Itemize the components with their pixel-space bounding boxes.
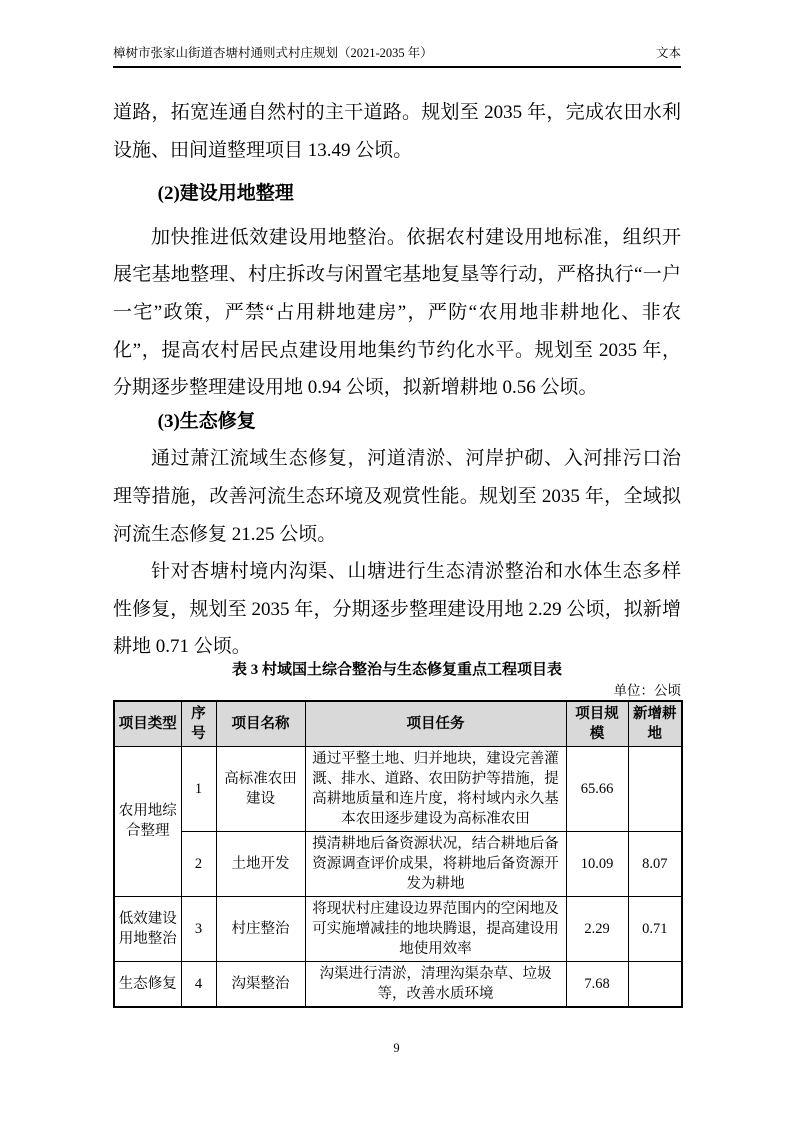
table-row xyxy=(114,831,682,896)
cell-category-ecological: 生态修复 xyxy=(114,961,181,1007)
section-heading-ecological-restoration: (3)生态修复 xyxy=(157,410,256,432)
col-header-name: 项目名称 xyxy=(216,701,305,747)
body-paragraph-ditch-restoration: 针对杏塘村境内沟渠、山塘进行生态清淤整治和水体生态多样性修复，规划至 2035 年，分期逐步整理建设用地 2.29 公顷，拟新增耕地 0.71 公顷。 xyxy=(113,561,681,658)
cell-project-task: 将现状村庄建设边界范围内的空闲地及可实施增减挂的地块腾退，提高建设用地使用效率 xyxy=(305,896,566,961)
running-head xyxy=(113,44,681,68)
cell-project-name: 村庄整治 xyxy=(216,896,305,961)
cell-new-farmland xyxy=(628,746,682,831)
cell-new-farmland xyxy=(628,961,682,1007)
cell-project-name: 高标准农田建设 xyxy=(216,746,305,831)
cell-project-name: 土地开发 xyxy=(216,831,305,896)
table-unit-note: 单位：公顷 xyxy=(613,682,681,698)
cell-project-scale: 7.68 xyxy=(566,961,628,1007)
page-number: 9 xyxy=(393,1041,400,1055)
cell-project-scale: 2.29 xyxy=(566,896,628,961)
cell-category-agricultural: 农用地综合整理 xyxy=(114,746,181,896)
section-heading-construction-land: (2)建设用地整理 xyxy=(157,183,294,205)
cell-project-scale: 65.66 xyxy=(566,746,628,831)
col-header-task: 项目任务 xyxy=(305,701,566,747)
table-row xyxy=(114,746,682,831)
cell-project-task: 摸清耕地后备资源状况，结合耕地后备资源调查评价成果，将耕地后备资源开发为耕地 xyxy=(305,831,566,896)
body-paragraph-intro: 道路，拓宽连通自然村的主干道路。规划至 2035 年，完成农田水利设施、田间道整理项目 13.49 公顷。 xyxy=(113,102,681,161)
running-head-title: 樟树市张家山街道杏塘村通则式村庄规划（2021-2035 年） xyxy=(113,46,433,60)
body-paragraph-construction-land: 加快推进低效建设用地整治。依据农村建设用地标准，组织开展宅基地整理、村庄拆改与闲置宅基地复垦等行动，严格执行“一户一宅”政策，严禁“占用耕地建房”，严防“农用地非耕地化、非农化”，提高农村居民点建设用地集约节约化水平。规划至 2035 年，分期逐步整理建设用地 0.94 公顷，拟新增耕地 0.56 公顷。 xyxy=(113,226,681,399)
running-head-doc-type: 文本 xyxy=(655,46,681,60)
cell-project-name: 沟渠整治 xyxy=(216,961,305,1007)
cell-no: 4 xyxy=(181,961,216,1007)
table-header-row xyxy=(114,701,682,747)
table-row xyxy=(114,896,682,961)
projects-table xyxy=(113,700,683,1008)
col-header-category: 项目类型 xyxy=(114,701,181,747)
cell-project-task: 通过平整土地、归并地块，建设完善灌溉、排水、道路、农田防护等措施，提高耕地质量和连片度，将村域内永久基本农田逐步建设为高标准农田 xyxy=(305,746,566,831)
col-header-new-farmland: 新增耕地 xyxy=(628,701,682,747)
table-row xyxy=(114,961,682,1007)
cell-new-farmland: 8.07 xyxy=(628,831,682,896)
cell-no: 3 xyxy=(181,896,216,961)
col-header-no: 序号 xyxy=(181,701,216,747)
table-title: 表 3 村域国土综合整治与生态修复重点工程项目表 xyxy=(231,661,562,678)
col-header-scale: 项目规模 xyxy=(566,701,628,747)
cell-project-task: 沟渠进行清淤，清理沟渠杂草、垃圾等，改善水质环境 xyxy=(305,961,566,1007)
cell-project-scale: 10.09 xyxy=(566,831,628,896)
cell-new-farmland: 0.71 xyxy=(628,896,682,961)
cell-no: 2 xyxy=(181,831,216,896)
cell-category-inefficient-land: 低效建设用地整治 xyxy=(114,896,181,961)
body-paragraph-river-restoration: 通过萧江流域生态修复，河道清淤、河岸护砌、入河排污口治理等措施，改善河流生态环境及观赏性能。规划至 2035 年，全域拟河流生态修复 21.25 公顷。 xyxy=(113,448,681,545)
cell-no: 1 xyxy=(181,746,216,831)
